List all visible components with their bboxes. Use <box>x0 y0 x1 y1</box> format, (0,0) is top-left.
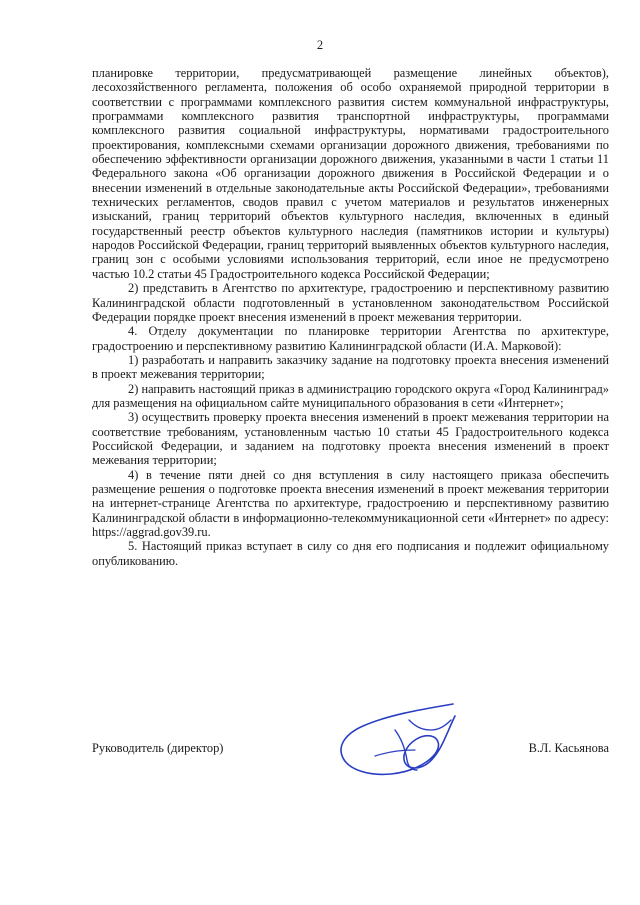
signature-block <box>92 741 609 759</box>
signer-name: В.Л. Касьянова <box>528 741 609 755</box>
paragraph-item-4-3: 3) осуществить проверку проекта внесения изменений в проект межевания территории на соответствие требованиям, установленным частью 10 статьи 45 Градостроительного кодекса Российской Федерации, и заданием на подготовку проекта внесения изменений в проект межевания территории; <box>92 410 609 468</box>
paragraph-section-5: 5. Настоящий приказ вступает в силу со дня его подписания и подлежит официальному опубликованию. <box>92 539 609 568</box>
page-number: 2 <box>316 38 324 52</box>
paragraph-item-4-4: 4) в течение пяти дней со дня вступления в силу настоящего приказа обеспечить размещение решения о подготовке проекта внесения изменений в проект межевания территории на интернет-странице Агентства по архитектуре, градостроению и перспективному развитию Калининградской области в информационно-телекоммуникационной сети «Интернет» по адресу: https://aggrad.gov39.ru. <box>92 467 609 539</box>
paragraph-item-3-2: 2) представить в Агентство по архитектуре, градостроению и перспективному развитию Калининградской области подготовленный в установленном законодательством Российской Федерации порядке проект внесения изменений в проект межевания территории. <box>92 281 609 324</box>
paragraph-section-4: 4. Отделу документации по планировке территории Агентства по архитектуре, градостроению и перспективному развитию Калининградской области (И.А. Марковой): <box>92 324 609 353</box>
paragraph-item-4-1: 1) разработать и направить заказчику задание на подготовку проекта внесения изменений в проект межевания территории; <box>92 352 609 382</box>
handwritten-signature <box>335 700 465 780</box>
document-body <box>92 66 609 568</box>
paragraph-continuation: планировке территории, предусматривающей размещение линейных объектов), лесохозяйственного регламента, положения об особо охраняемой природной территории в соответствии с программами комплексного развития систем коммунальной инфраструктуры, программами комплексного развития транспортной инфраструктуры, программами комплексного развития социальной инфраструктуры, нормативами градостроительного проектирования, комплексными схемами организации дорожного движения, требованиями по обеспечению эффективности организации дорожного движения, указанными в части 1 статьи 11 Федерального закона «Об организации дорожного движения в Российской Федерации и о внесении изменений в отдельные законодательные акты Российской Федерации», требованиями технических регламентов, сводов правил с учетом материалов и результатов инженерных изысканий, границ территорий объектов культурного наследия, включенных в единый государственный реестр объектов культурного наследия (памятников истории и культуры) народов Российской Федерации, границ территорий выявленных объектов культурного наследия, границ зон с особыми условиями использования территорий, если иное не предусмотрено частью 10.2 статьи 45 Градостроительного кодекса Российской Федерации; <box>92 66 609 281</box>
signer-title: Руководитель (директор) <box>92 741 224 755</box>
paragraph-item-4-2: 2) направить настоящий приказ в администрацию городского округа «Город Калининград» для размещения на официальном сайте муниципального образования в сети «Интернет»; <box>92 381 609 410</box>
